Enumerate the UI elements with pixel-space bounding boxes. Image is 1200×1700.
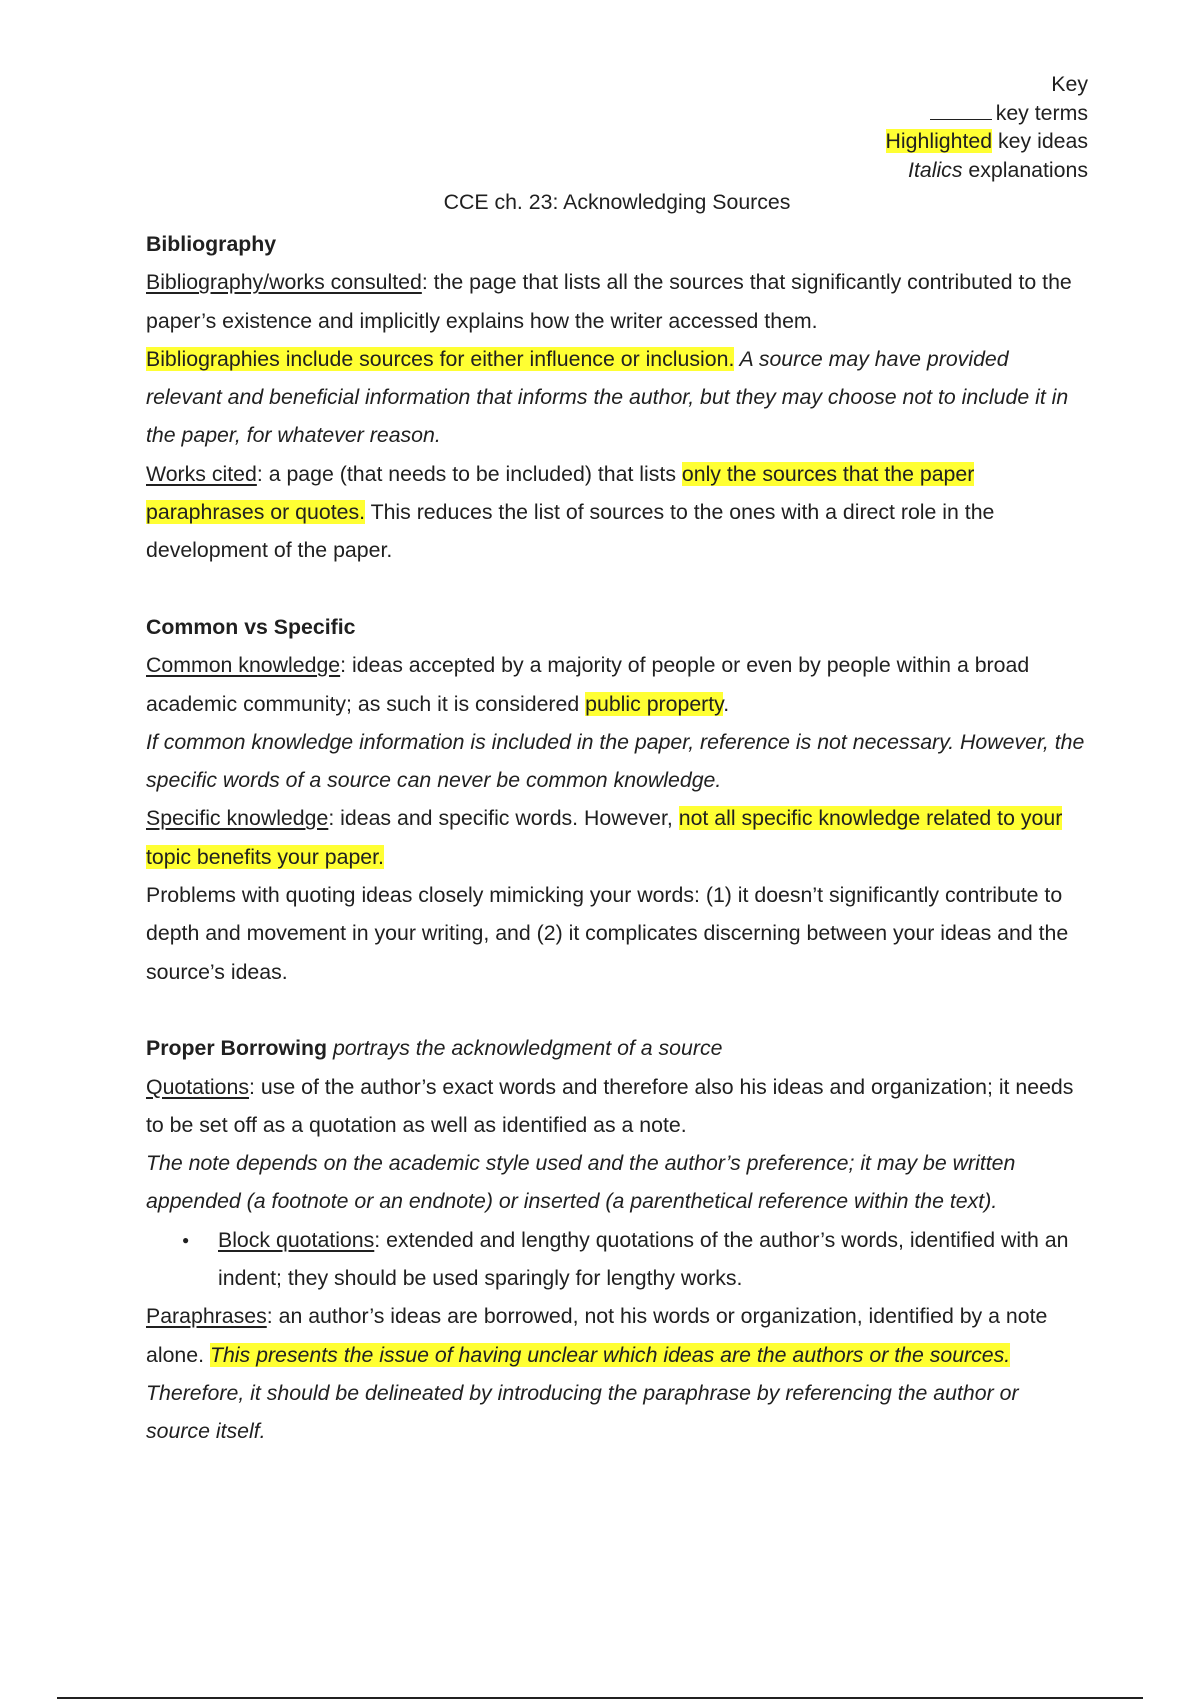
paragraph [146, 455, 1088, 570]
paragraph [146, 340, 1088, 455]
document-body [146, 225, 1088, 1451]
key-terms-label: key terms [995, 100, 1088, 125]
heading-explanation: portrays the acknowledgment of a source [327, 1036, 723, 1061]
paragraph [146, 263, 1088, 340]
key-term: Paraphrases [146, 1304, 267, 1329]
key-term: Block quotations [218, 1227, 375, 1252]
highlight-sample: Highlighted [885, 129, 993, 153]
list-item-text: : extended and lengthy quotations of the author’s words, identified with an indent; they should be used sparingly for lengthy works. [218, 1227, 1069, 1291]
italics-sample: Italics [908, 157, 963, 182]
key-row-terms [886, 99, 1088, 128]
section-heading-proper-borrowing [146, 1029, 1088, 1067]
legend-key [886, 70, 1088, 184]
key-row-highlighted [886, 127, 1088, 156]
key-idea: public property [585, 691, 724, 716]
paragraph [146, 1297, 1088, 1450]
paragraph-text: : ideas and specific words. However, [328, 806, 679, 831]
key-term: Bibliography/works consulted [146, 270, 422, 295]
key-idea: Bibliographies include sources for either influence or inclusion. [146, 346, 735, 371]
explanation: If common knowledge information is included in the paper, reference is not necessary. However, the specific words of a source can never be common knowledge. [146, 729, 1085, 793]
paragraph [146, 799, 1088, 876]
key-term: Common knowledge [146, 653, 341, 678]
paragraph: Problems with quoting ideas closely mimicking your words: (1) it doesn’t significantly contribute to depth and movement in your writing, and (2) it complicates discerning between your ideas and the source’s ideas. [146, 883, 1069, 984]
explanation: A source may have provided relevant and beneficial information that informs the author, but they may choose not to include it in the paper, for whatever reason. [146, 346, 1069, 448]
key-idea: only the sources that the paper paraphrases or quotes. [146, 461, 975, 525]
paragraph-text: : ideas accepted by a majority of people or even by people within a broad academic community; as such it is considered [146, 653, 1030, 716]
key-term: Works cited [146, 461, 257, 486]
key-idea: not all specific knowledge related to your topic benefits your paper. [146, 806, 1063, 869]
paragraph-text: : a page (that needs to be included) that lists [256, 461, 682, 486]
section-heading-common-vs-specific: Common vs Specific [146, 614, 356, 639]
key-title: Key [1051, 72, 1088, 96]
paragraph-text: . [723, 691, 730, 716]
bullet-list [146, 1221, 1088, 1298]
paragraph-text: This reduces the list of sources to the ones with a direct role in the development of the paper. [146, 500, 995, 563]
paragraph [146, 1068, 1088, 1145]
heading-text: Proper Borrowing [146, 1036, 328, 1061]
key-ideas-label: key ideas [992, 129, 1088, 153]
paragraph [146, 646, 1088, 723]
underline-sample [930, 101, 992, 120]
key-idea: This presents the issue of having unclear which ideas are the authors or the sources. [209, 1342, 1011, 1367]
paragraph-text: : an author’s ideas are borrowed, not his words or organization, identified by a note alone. [146, 1304, 1048, 1367]
page-bottom-rule [57, 1697, 1143, 1699]
key-term: Quotations [146, 1074, 250, 1099]
section-heading-bibliography: Bibliography [146, 232, 277, 256]
list-item [218, 1221, 1088, 1298]
explanations-label: explanations [962, 157, 1088, 182]
key-row-italics [886, 156, 1088, 185]
explanation: The note depends on the academic style used and the author’s preference; it may be written appended (a footnote or an endnote) or inserted (a parenthetical reference within the text). [146, 1151, 1016, 1214]
explanation: Therefore, it should be delineated by introducing the paraphrase by referencing the author or source itself. [146, 1380, 1019, 1444]
paragraph-text: : use of the author’s exact words and therefore also his ideas and organization; it needs to be set off as a quotation as well as identified as a note. [146, 1074, 1074, 1137]
key-term: Specific knowledge [146, 806, 329, 831]
document-title: CCE ch. 23: Acknowledging Sources [443, 190, 791, 214]
paragraph-text: : the page that lists all the sources that significantly contributed to the paper’s existence and implicitly explains how the writer accessed them. [146, 270, 1072, 333]
